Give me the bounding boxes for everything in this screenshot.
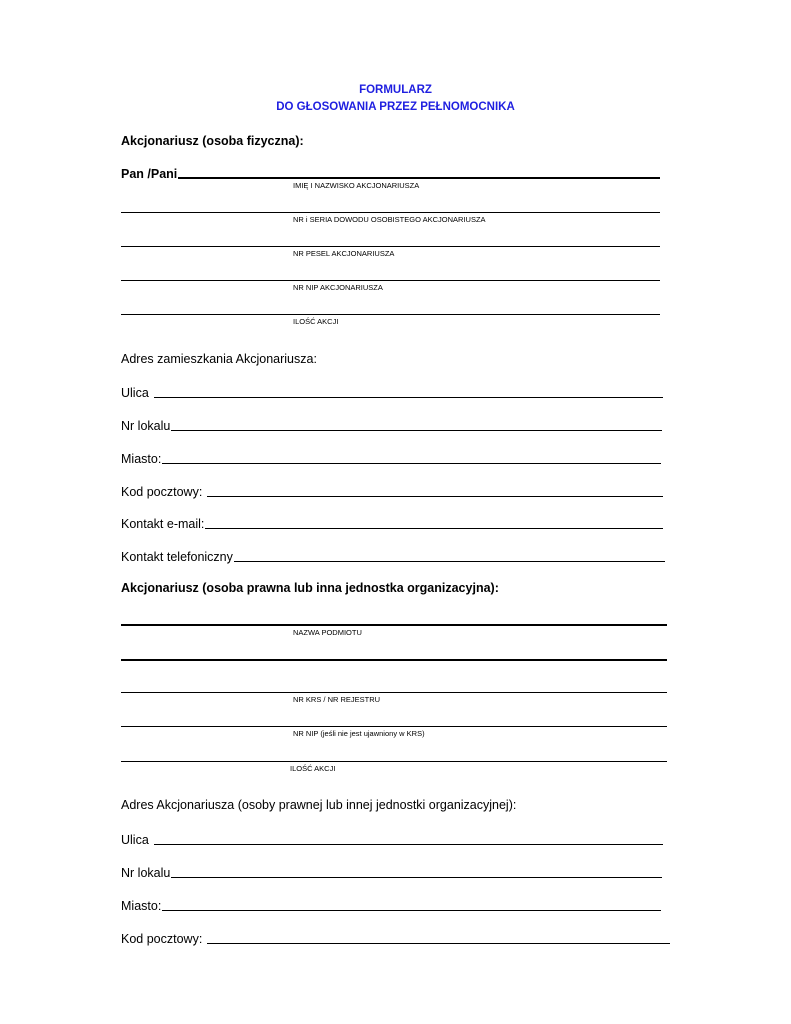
city-label: Miasto: [121, 452, 162, 466]
entity-address-heading: Adres Akcjonariusza (osoby prawnej lub innej jednostki organizacyjnej): [121, 798, 517, 812]
phone-line[interactable] [234, 561, 665, 562]
street-label: Ulica [121, 386, 149, 400]
entity-postal-code-line[interactable] [207, 943, 670, 944]
entity-street-field[interactable] [121, 831, 663, 847]
id-number-field[interactable] [121, 212, 660, 213]
shares-caption: ILOŚĆ AKCJI [293, 317, 339, 326]
entity-city-field[interactable] [121, 897, 661, 913]
postal-code-label: Kod pocztowy: [121, 485, 203, 499]
entity-unit-label: Nr lokalu [121, 866, 171, 880]
phone-field[interactable] [121, 548, 665, 564]
nip-caption: NR NIP AKCJONARIUSZA [293, 283, 383, 292]
legal-entity-heading: Akcjonariusz (osoba prawna lub inna jednostka organizacyjna): [121, 581, 499, 595]
city-line[interactable] [162, 463, 661, 464]
residence-address-heading: Adres zamieszkania Akcjonariusza: [121, 352, 317, 366]
street-field[interactable] [121, 384, 663, 400]
postal-code-line[interactable] [207, 496, 663, 497]
entity-postal-code-field[interactable] [121, 930, 670, 946]
unit-field[interactable] [121, 417, 662, 433]
shares-field[interactable] [121, 314, 660, 315]
pesel-caption: NR PESEL AKCJONARIUSZA [293, 249, 395, 258]
entity-name-field[interactable] [121, 624, 667, 626]
natural-person-heading: Akcjonariusz (osoba fizyczna): [121, 134, 304, 148]
email-label: Kontakt e-mail: [121, 517, 205, 531]
phone-label: Kontakt telefoniczny [121, 550, 233, 564]
name-caption: IMIĘ I NAZWISKO AKCJONARIUSZA [293, 181, 420, 190]
name-field[interactable] [121, 165, 660, 181]
name-field-line[interactable] [178, 177, 660, 179]
nip-field[interactable] [121, 280, 660, 281]
krs-field[interactable] [121, 692, 667, 693]
entity-nip-field[interactable] [121, 726, 667, 727]
postal-code-field[interactable] [121, 483, 663, 499]
id-number-caption: NR i SERIA DOWODU OSOBISTEGO AKCJONARIUSZA [293, 215, 486, 224]
entity-unit-line[interactable] [171, 877, 662, 878]
entity-postal-code-label: Kod pocztowy: [121, 932, 203, 946]
entity-shares-field[interactable] [121, 761, 667, 762]
city-field[interactable] [121, 450, 661, 466]
entity-name-field-2[interactable] [121, 659, 667, 661]
entity-nip-caption: NR NIP (jeśli nie jest ujawniony w KRS) [293, 729, 425, 738]
form-subtitle: DO GŁOSOWANIA PRZEZ PEŁNOMOCNIKA [276, 101, 515, 113]
entity-shares-caption: ILOŚĆ AKCJI [290, 764, 336, 773]
entity-unit-field[interactable] [121, 864, 662, 880]
entity-street-line[interactable] [154, 844, 663, 845]
pesel-field[interactable] [121, 246, 660, 247]
email-line[interactable] [205, 528, 663, 529]
form-title: FORMULARZ [359, 84, 432, 96]
email-field[interactable] [121, 515, 663, 531]
street-line[interactable] [154, 397, 663, 398]
entity-city-line[interactable] [162, 910, 661, 911]
krs-caption: NR KRS / NR REJESTRU [293, 695, 381, 704]
salutation-label: Pan /Pani [121, 167, 178, 181]
entity-street-label: Ulica [121, 833, 149, 847]
unit-label: Nr lokalu [121, 419, 171, 433]
entity-city-label: Miasto: [121, 899, 162, 913]
unit-line[interactable] [171, 430, 662, 431]
entity-name-caption: NAZWA PODMIOTU [293, 628, 362, 637]
